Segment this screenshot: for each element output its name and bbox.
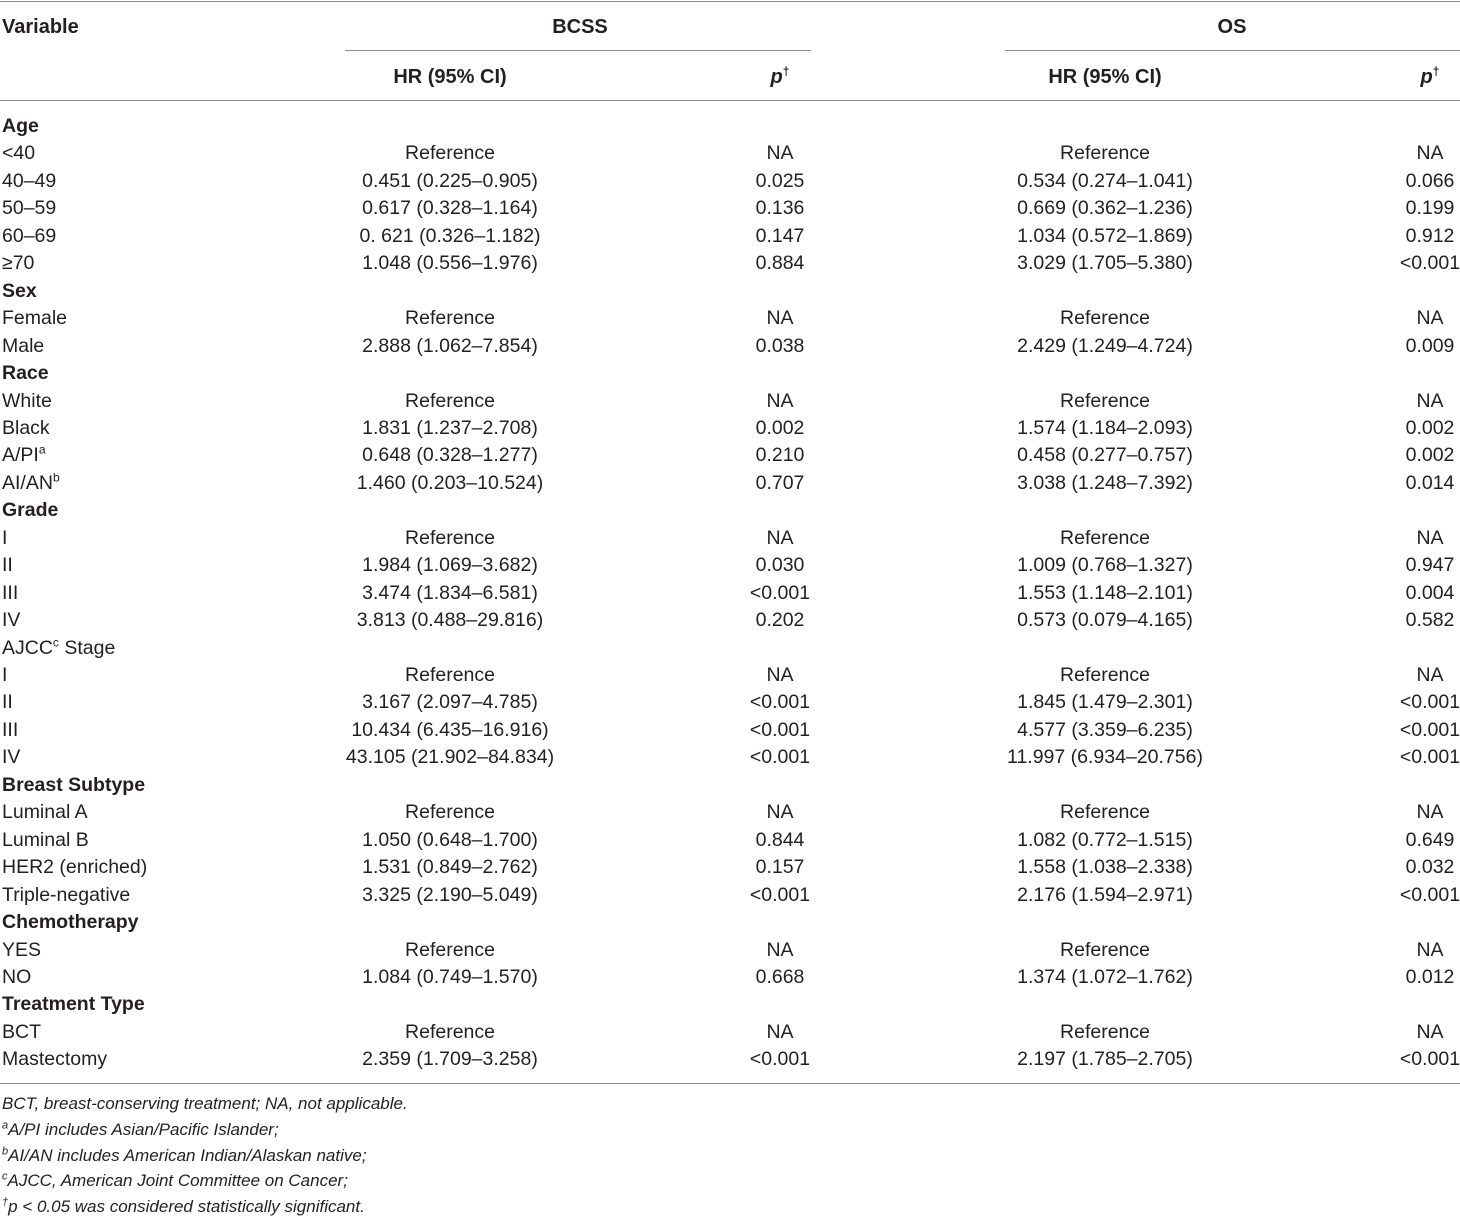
- header-p-bcss-mark: †: [782, 64, 790, 79]
- cell-hr-os: 2.176 (1.594–2.971): [1017, 883, 1193, 906]
- cell-hr-bcss: 10.434 (6.435–16.916): [351, 718, 549, 741]
- row-label-text: Female: [2, 307, 68, 330]
- cell-hr-os: 1.374 (1.072–1.762): [1017, 965, 1193, 988]
- cell-hr-bcss: 1.831 (1.237–2.708): [362, 416, 538, 439]
- cell-hr-os: 1.082 (0.772–1.515): [1017, 828, 1193, 851]
- row-label: [2, 224, 56, 248]
- cell-p-os: NA: [1416, 801, 1444, 824]
- footnote-marker: †: [2, 1196, 9, 1209]
- category-label: [2, 361, 49, 385]
- footnote: [2, 1093, 408, 1115]
- row-label-text: Race: [2, 362, 49, 384]
- row-label: [2, 690, 13, 714]
- row-label: [2, 553, 13, 577]
- row-label-text: AJCC: [2, 636, 53, 659]
- row-label: [2, 306, 67, 330]
- header-p-bcss-letter: p: [770, 66, 783, 88]
- row-label-text: Breast Subtype: [2, 773, 146, 796]
- cell-hr-os: 0.534 (0.274–1.041): [1017, 169, 1193, 192]
- row-label-text: ≥70: [2, 252, 35, 275]
- row-label: [2, 663, 7, 687]
- cell-hr-bcss: 0.617 (0.328–1.164): [362, 197, 538, 220]
- cell-p-bcss: NA: [766, 307, 794, 330]
- cell-p-bcss: 0.202: [755, 609, 805, 632]
- cell-hr-os: 0.669 (0.362–1.236): [1017, 197, 1193, 220]
- row-label-text: III: [2, 718, 19, 741]
- cell-p-bcss: NA: [766, 664, 794, 686]
- category-label: [2, 773, 145, 797]
- cell-p-bcss: 0.136: [755, 197, 805, 220]
- row-label-text: Treatment Type: [2, 993, 145, 1016]
- row-label-text: II: [2, 554, 13, 577]
- cell-hr-bcss: 1.531 (0.849–2.762): [362, 856, 538, 879]
- cell-p-os: <0.001: [1399, 252, 1460, 275]
- row-label: [2, 1047, 107, 1071]
- cell-hr-bcss: Reference: [405, 938, 495, 961]
- cell-hr-os: 2.429 (1.249–4.724): [1017, 334, 1193, 357]
- cell-p-os: <0.001: [1399, 1048, 1460, 1071]
- cell-hr-bcss: Reference: [405, 142, 495, 165]
- cell-p-os: 0.649: [1405, 828, 1455, 851]
- cell-p-os: 0.912: [1405, 224, 1455, 247]
- cell-p-os: <0.001: [1399, 691, 1460, 714]
- row-label-text: HER2 (enriched): [2, 856, 148, 879]
- cell-hr-bcss: 2.359 (1.709–3.258): [362, 1048, 538, 1071]
- cell-p-os: 0.004: [1405, 581, 1455, 604]
- cell-p-os: 0.947: [1405, 554, 1455, 577]
- row-label: [2, 718, 18, 742]
- cell-hr-bcss: 1.050 (0.648–1.700): [362, 828, 538, 851]
- cell-p-os: 0.582: [1405, 609, 1455, 632]
- footnote: [2, 1119, 279, 1141]
- row-label: [2, 965, 31, 989]
- cell-p-bcss: <0.001: [749, 883, 811, 906]
- footnote-marker: b: [52, 470, 60, 485]
- cell-hr-os: Reference: [1060, 307, 1150, 330]
- row-label-text: <40: [2, 142, 36, 165]
- cell-p-os: 0.199: [1405, 197, 1455, 220]
- row-label: [2, 883, 130, 907]
- cell-hr-os: Reference: [1060, 142, 1150, 165]
- cell-p-bcss: 0.884: [755, 252, 805, 275]
- cell-p-os: NA: [1416, 938, 1444, 961]
- cell-p-bcss: 0.038: [755, 334, 805, 357]
- row-label-text: YES: [2, 938, 42, 961]
- cell-hr-bcss: Reference: [405, 664, 495, 686]
- row-label-text: Luminal A: [2, 801, 88, 824]
- row-label-text: II: [2, 691, 13, 714]
- cell-hr-bcss: Reference: [405, 801, 495, 824]
- footnote-text: AI/AN includes American Indian/Alaskan native;: [8, 1145, 367, 1165]
- cell-hr-bcss: 0.451 (0.225–0.905): [362, 169, 538, 192]
- cell-p-bcss: NA: [766, 1020, 794, 1043]
- cell-p-os: <0.001: [1399, 883, 1460, 906]
- row-label: [2, 416, 50, 440]
- row-label-text: Luminal B: [2, 828, 89, 851]
- cell-p-os: 0.066: [1405, 169, 1455, 192]
- header-bcss: BCSS: [552, 16, 608, 38]
- header-p-os-letter: p: [1420, 66, 1433, 88]
- cell-hr-bcss: Reference: [405, 526, 495, 549]
- row-label-text: Male: [2, 334, 45, 357]
- cell-hr-os: Reference: [1060, 938, 1150, 961]
- footnote-marker: a: [38, 442, 46, 457]
- cell-p-bcss: 0.002: [755, 416, 805, 439]
- cell-p-bcss: NA: [766, 801, 794, 824]
- cell-p-bcss: 0.157: [755, 856, 805, 879]
- cell-p-bcss: <0.001: [749, 1048, 811, 1071]
- cell-p-os: 0.009: [1405, 334, 1455, 357]
- cell-p-os: NA: [1416, 307, 1444, 330]
- footnote: [2, 1196, 365, 1218]
- cell-p-os: NA: [1416, 526, 1444, 549]
- cell-hr-bcss: 3.813 (0.488–29.816): [356, 609, 544, 632]
- row-label-text: Grade: [2, 499, 59, 522]
- cell-p-os: 0.002: [1405, 444, 1455, 467]
- row-label-text: Chemotherapy: [2, 911, 139, 933]
- cell-p-bcss: <0.001: [749, 581, 811, 604]
- header-hr-bcss: HR (95% CI): [393, 66, 507, 88]
- row-label-text: 60–69: [2, 224, 57, 247]
- row-label: [2, 745, 20, 769]
- footnote-marker: b: [2, 1144, 9, 1157]
- cell-p-os: NA: [1416, 389, 1444, 412]
- row-label: [2, 443, 46, 467]
- cell-p-bcss: 0.844: [755, 828, 805, 851]
- cell-p-bcss: <0.001: [749, 746, 811, 769]
- row-label: [2, 828, 89, 852]
- row-label: [2, 169, 56, 193]
- cell-hr-os: Reference: [1060, 389, 1150, 412]
- cell-p-bcss: 0.668: [755, 965, 805, 988]
- cell-hr-bcss: 3.474 (1.834–6.581): [362, 581, 538, 604]
- row-label-text: 40–49: [2, 169, 57, 192]
- cell-hr-os: Reference: [1060, 664, 1150, 686]
- footnote-text: BCT, breast-conserving treatment; NA, not applicable.: [2, 1094, 408, 1113]
- row-label-text: I: [2, 526, 8, 549]
- cell-hr-os: 3.038 (1.248–7.392): [1017, 471, 1193, 494]
- cell-hr-os: 3.029 (1.705–5.380): [1017, 252, 1193, 275]
- row-label: [2, 855, 147, 879]
- category-label: [2, 910, 139, 934]
- cell-hr-os: Reference: [1060, 1020, 1150, 1043]
- cell-hr-bcss: 0. 621 (0.326–1.182): [359, 224, 541, 247]
- row-label-text: III: [2, 581, 19, 604]
- cell-hr-os: 1.845 (1.479–2.301): [1017, 691, 1193, 714]
- header-p-os-mark: †: [1432, 64, 1440, 79]
- cell-p-bcss: NA: [766, 938, 794, 961]
- row-label-text: White: [2, 389, 52, 412]
- os-rule: [1005, 50, 1460, 51]
- cell-p-bcss: 0.210: [755, 444, 805, 467]
- row-label-text: BCT: [2, 1020, 41, 1043]
- cell-p-os: NA: [1416, 664, 1444, 686]
- footnote-marker: c: [2, 1170, 8, 1183]
- row-label-suffix: Stage: [58, 636, 116, 659]
- row-label-text: IV: [2, 609, 21, 632]
- cell-hr-os: 1.574 (1.184–2.093): [1017, 416, 1193, 439]
- cell-hr-bcss: 43.105 (21.902–84.834): [345, 746, 555, 769]
- cell-p-bcss: 0.030: [755, 554, 805, 577]
- cell-p-os: 0.012: [1405, 965, 1455, 988]
- cell-hr-bcss: Reference: [405, 1020, 495, 1043]
- row-label: [2, 581, 18, 605]
- cell-hr-bcss: 3.167 (2.097–4.785): [362, 691, 538, 714]
- cell-hr-os: 0.458 (0.277–0.757): [1017, 444, 1193, 467]
- cell-p-os: NA: [1416, 1020, 1444, 1043]
- category-label: [2, 498, 58, 522]
- cell-p-os: <0.001: [1399, 746, 1460, 769]
- row-label-text: I: [2, 664, 8, 686]
- footnote-text: AJCC, American Joint Committee on Cancer;: [7, 1171, 348, 1191]
- header-variable: Variable: [2, 16, 79, 38]
- category-label: [2, 279, 37, 303]
- cell-hr-bcss: 1.984 (1.069–3.682): [362, 554, 538, 577]
- category-label: [2, 636, 115, 660]
- cell-p-os: 0.014: [1405, 471, 1455, 494]
- row-label-text: Mastectomy: [2, 1048, 108, 1071]
- header-rule: [0, 100, 1460, 101]
- cell-hr-os: 2.197 (1.785–2.705): [1017, 1048, 1193, 1071]
- cell-hr-bcss: 1.460 (0.203–10.524): [356, 471, 544, 494]
- cell-p-bcss: NA: [766, 526, 794, 549]
- row-label: [2, 608, 20, 632]
- footnote-marker: a: [2, 1119, 9, 1132]
- footnote: [2, 1145, 367, 1167]
- cell-hr-os: 0.573 (0.079–4.165): [1017, 609, 1193, 632]
- row-label-text: Black: [2, 416, 50, 439]
- row-label-text: IV: [2, 746, 21, 769]
- cell-p-bcss: NA: [766, 142, 794, 165]
- row-label-text: A/PI: [2, 444, 39, 467]
- row-label: [2, 1020, 41, 1044]
- cell-hr-bcss: 2.888 (1.062–7.854): [362, 334, 538, 357]
- top-rule: [0, 1, 1460, 2]
- row-label-text: 50–59: [2, 197, 57, 220]
- cell-hr-os: 4.577 (3.359–6.235): [1017, 718, 1193, 741]
- cell-p-os: 0.032: [1405, 856, 1455, 879]
- footnote-text: p < 0.05 was considered statistically significant.: [8, 1197, 365, 1217]
- cell-hr-bcss: 1.084 (0.749–1.570): [362, 965, 538, 988]
- cell-p-os: <0.001: [1399, 718, 1460, 741]
- cell-p-bcss: 0.707: [755, 471, 805, 494]
- cell-hr-os: 1.009 (0.768–1.327): [1017, 554, 1193, 577]
- row-label: [2, 800, 88, 824]
- header-p-os: [1350, 65, 1460, 89]
- row-label-text: Triple-negative: [2, 883, 131, 906]
- row-label: [2, 471, 60, 495]
- header-os: OS: [1217, 16, 1247, 38]
- cell-hr-bcss: 3.325 (2.190–5.049): [362, 883, 538, 906]
- row-label: [2, 938, 41, 962]
- row-label-text: Age: [2, 115, 39, 137]
- row-label: [2, 526, 7, 550]
- cell-hr-os: Reference: [1060, 526, 1150, 549]
- cell-p-bcss: 0.025: [755, 169, 805, 192]
- header-p-bcss: [700, 65, 860, 89]
- cell-p-os: NA: [1416, 142, 1444, 165]
- row-label: [2, 334, 44, 358]
- header-hr-os: HR (95% CI): [1048, 66, 1162, 88]
- category-label: [2, 114, 39, 138]
- cell-hr-os: 1.558 (1.038–2.338): [1017, 856, 1193, 879]
- footnote-marker: c: [52, 635, 59, 649]
- row-label-text: Sex: [2, 279, 37, 302]
- row-label-text: NO: [2, 965, 32, 988]
- cell-hr-bcss: Reference: [405, 307, 495, 330]
- row-label: [2, 141, 35, 165]
- cell-hr-bcss: 1.048 (0.556–1.976): [362, 252, 538, 275]
- cell-hr-bcss: Reference: [405, 389, 495, 412]
- cell-p-bcss: <0.001: [749, 691, 811, 714]
- cell-p-bcss: <0.001: [749, 718, 811, 741]
- row-label-text: AI/AN: [2, 471, 53, 494]
- footnote-text: A/PI includes Asian/Pacific Islander;: [8, 1119, 279, 1139]
- bottom-rule: [0, 1083, 1460, 1084]
- cell-hr-os: Reference: [1060, 801, 1150, 824]
- cell-p-bcss: NA: [766, 389, 794, 412]
- cell-hr-bcss: 0.648 (0.328–1.277): [362, 444, 538, 467]
- cell-hr-os: 11.997 (6.934–20.756): [1007, 746, 1203, 769]
- category-label: [2, 992, 145, 1016]
- cell-p-os: 0.002: [1405, 416, 1455, 439]
- cell-p-bcss: 0.147: [755, 224, 805, 247]
- row-label: [2, 389, 52, 413]
- footnote: [2, 1170, 348, 1192]
- bcss-rule: [345, 50, 811, 51]
- row-label: [2, 251, 34, 275]
- cell-hr-os: 1.034 (0.572–1.869): [1017, 224, 1193, 247]
- row-label: [2, 196, 56, 220]
- cell-hr-os: 1.553 (1.148–2.101): [1017, 581, 1193, 604]
